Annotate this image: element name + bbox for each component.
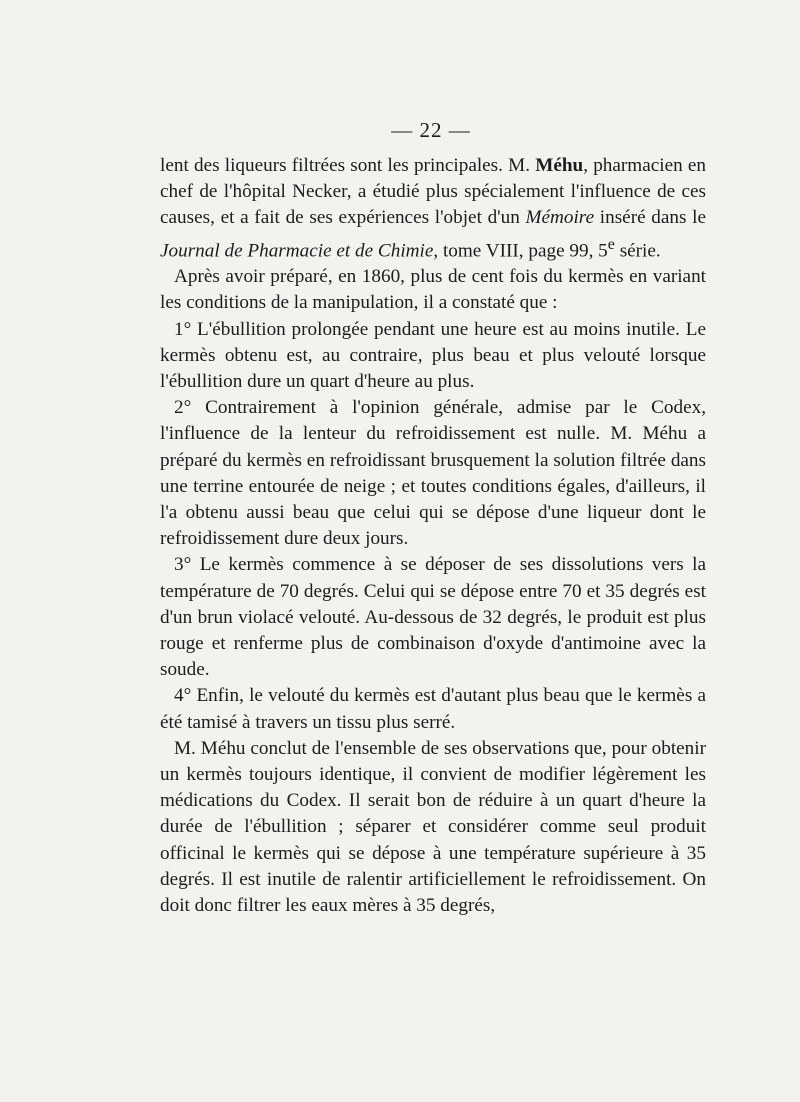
body-text [160,153,706,919]
page-number: — 22 — [391,118,471,142]
p1-text-d: , tome VIII, page 99, 5 [433,240,608,261]
paragraph-6: 4° Enfin, le velouté du kermès est d'autant plus beau que le kermès a été tamisé à travers un tissu plus serré. [160,685,706,733]
paragraph-1 [160,153,706,264]
paragraph-4: 2° Contrairement à l'opinion générale, admise par le Codex, l'influence de la lenteur du refroidissement est nulle. M. Méhu a préparé du kermès en refroidissant brusquement la solution filtrée dans une terrine entourée de neige ; et toutes conditions égales, d'ailleurs, il l'a obtenu aussi beau que celui qui se dépose d'une liqueur dont le refroidissement dure deux jours. [160,397,706,550]
author-name: Méhu [535,155,584,176]
p1-text-a: lent des liqueurs filtrées sont les principales. M. [160,155,536,176]
memoire-italic: Mémoire [525,207,595,229]
superscript-e: e [607,235,615,253]
p1-text-c: inséré dans le [594,207,706,229]
paragraph-7: M. Méhu conclut de l'ensemble de ses observations que, pour obtenir un kermès toujours identique, il convient de modifier légèrement les médications du Codex. Il serait bon de réduire à un quart d'heure la durée de l'ébullition ; séparer et considérer comme seul produit officinal le kermès qui se dépose à une température supérieure à 35 degrés. Il est inutile de ralentir artificiellement le refroidissement. On doit donc filtrer les eaux mères à 35 degrés, [160,737,706,917]
paragraph-3: 1° L'ébullition prolongée pendant une heure est au moins inutile. Le kermès obtenu est, au contraire, plus beau et plus velouté lorsque l'ébullition dure un quart d'heure au plus. [160,318,706,393]
journal-title: Journal de Pharmacie et de Chimie [160,240,434,261]
p1-text-b: , pharmacien en chef de l'hôpital Necker, a étudié plus spécialement l'influence de ces causes, et a fait de ses expériences l'objet d'un [160,155,706,229]
p1-text-e: série. [614,240,661,261]
paragraph-2: Après avoir préparé, en 1860, plus de cent fois du kermès en variant les conditions de la manipulation, il a constaté que : [160,266,706,314]
paragraph-5: 3° Le kermès commence à se déposer de ses dissolutions vers la température de 70 degrés. Celui qui se dépose entre 70 et 35 degrés est d'un brun violacé velouté. Au-dessous de 32 degrés, le produit est plus rouge et renferme plus de combinaison d'oxyde d'antimoine avec la soude. [160,554,706,681]
